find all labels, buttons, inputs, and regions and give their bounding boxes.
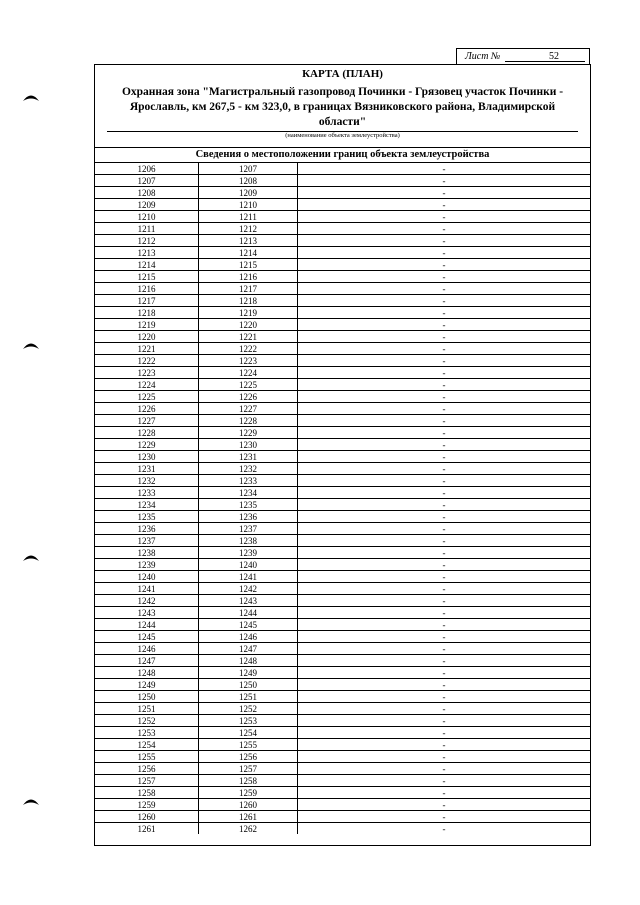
point-to-cell: 1260 [199, 799, 298, 811]
description-cell: - [298, 463, 591, 475]
point-from-cell: 1249 [95, 679, 199, 691]
point-to-cell: 1249 [199, 667, 298, 679]
point-from-cell: 1234 [95, 499, 199, 511]
point-to-cell: 1252 [199, 703, 298, 715]
point-to-cell: 1230 [199, 439, 298, 451]
description-cell: - [298, 211, 591, 223]
point-from-cell: 1218 [95, 307, 199, 319]
point-to-cell: 1251 [199, 691, 298, 703]
table-row [95, 691, 590, 703]
description-cell: - [298, 655, 591, 667]
point-from-cell: 1212 [95, 235, 199, 247]
table-row [95, 655, 590, 667]
point-to-cell: 1226 [199, 391, 298, 403]
point-to-cell: 1209 [199, 187, 298, 199]
point-from-cell: 1259 [95, 799, 199, 811]
point-to-cell: 1234 [199, 487, 298, 499]
table-row [95, 403, 590, 415]
point-from-cell: 1244 [95, 619, 199, 631]
table-row [95, 823, 590, 835]
description-cell: - [298, 175, 591, 187]
point-from-cell: 1246 [95, 643, 199, 655]
point-from-cell: 1209 [95, 199, 199, 211]
description-cell: - [298, 703, 591, 715]
point-from-cell: 1206 [95, 163, 199, 175]
point-from-cell: 1260 [95, 811, 199, 823]
point-from-cell: 1220 [95, 331, 199, 343]
description-cell: - [298, 619, 591, 631]
table-row [95, 487, 590, 499]
table-row [95, 451, 590, 463]
table-row [95, 319, 590, 331]
description-cell: - [298, 523, 591, 535]
table-row [95, 799, 590, 811]
description-cell: - [298, 319, 591, 331]
section-title: Сведения о местоположении границ объекта землеустройства [195, 149, 490, 160]
point-to-cell: 1245 [199, 619, 298, 631]
point-to-cell: 1222 [199, 343, 298, 355]
point-to-cell: 1244 [199, 607, 298, 619]
page-title: КАРТА (ПЛАН) [302, 68, 383, 80]
point-to-cell: 1233 [199, 475, 298, 487]
table-row [95, 595, 590, 607]
description-cell: - [298, 187, 591, 199]
description-cell: - [298, 379, 591, 391]
point-from-cell: 1232 [95, 475, 199, 487]
table-row [95, 715, 590, 727]
table-row [95, 199, 590, 211]
point-from-cell: 1258 [95, 787, 199, 799]
point-from-cell: 1254 [95, 739, 199, 751]
description-cell: - [298, 787, 591, 799]
point-to-cell: 1218 [199, 295, 298, 307]
description-cell: - [298, 427, 591, 439]
description-cell: - [298, 259, 591, 271]
point-to-cell: 1235 [199, 499, 298, 511]
description-cell: - [298, 247, 591, 259]
description-cell: - [298, 499, 591, 511]
point-to-cell: 1221 [199, 331, 298, 343]
description-cell: - [298, 391, 591, 403]
description-cell: - [298, 511, 591, 523]
point-from-cell: 1255 [95, 751, 199, 763]
table-row [95, 439, 590, 451]
point-to-cell: 1256 [199, 751, 298, 763]
point-from-cell: 1228 [95, 427, 199, 439]
point-from-cell: 1210 [95, 211, 199, 223]
point-from-cell: 1226 [95, 403, 199, 415]
description-cell: - [298, 547, 591, 559]
point-to-cell: 1210 [199, 199, 298, 211]
point-to-cell: 1216 [199, 271, 298, 283]
description-cell: - [298, 643, 591, 655]
point-to-cell: 1239 [199, 547, 298, 559]
description-cell: - [298, 583, 591, 595]
point-to-cell: 1223 [199, 355, 298, 367]
point-from-cell: 1250 [95, 691, 199, 703]
description-cell: - [298, 223, 591, 235]
table-row [95, 235, 590, 247]
point-to-cell: 1232 [199, 463, 298, 475]
point-to-cell: 1240 [199, 559, 298, 571]
point-to-cell: 1255 [199, 739, 298, 751]
point-from-cell: 1221 [95, 343, 199, 355]
point-to-cell: 1257 [199, 763, 298, 775]
table-row [95, 415, 590, 427]
description-cell: - [298, 775, 591, 787]
point-from-cell: 1242 [95, 595, 199, 607]
table-row [95, 427, 590, 439]
point-from-cell: 1252 [95, 715, 199, 727]
point-to-cell: 1237 [199, 523, 298, 535]
description-cell: - [298, 451, 591, 463]
punch-hole-icon [22, 340, 40, 350]
point-to-cell: 1248 [199, 655, 298, 667]
sheet-underline [505, 61, 585, 62]
point-from-cell: 1241 [95, 583, 199, 595]
point-to-cell: 1228 [199, 415, 298, 427]
description-cell: - [298, 487, 591, 499]
point-from-cell: 1247 [95, 655, 199, 667]
description-cell: - [298, 271, 591, 283]
point-to-cell: 1262 [199, 823, 298, 835]
point-to-cell: 1242 [199, 583, 298, 595]
point-from-cell: 1251 [95, 703, 199, 715]
table-row [95, 727, 590, 739]
table-row [95, 631, 590, 643]
point-to-cell: 1259 [199, 787, 298, 799]
point-to-cell: 1208 [199, 175, 298, 187]
description-cell: - [298, 715, 591, 727]
point-from-cell: 1214 [95, 259, 199, 271]
table-row [95, 811, 590, 823]
point-from-cell: 1222 [95, 355, 199, 367]
table-row [95, 739, 590, 751]
description-cell: - [298, 631, 591, 643]
description-cell: - [298, 199, 591, 211]
description-cell: - [298, 163, 591, 175]
table-row [95, 391, 590, 403]
table-row [95, 475, 590, 487]
table-row [95, 667, 590, 679]
description-cell: - [298, 367, 591, 379]
description-cell: - [298, 535, 591, 547]
table-row [95, 499, 590, 511]
description-cell: - [298, 559, 591, 571]
boundary-table [95, 162, 590, 834]
point-to-cell: 1258 [199, 775, 298, 787]
description-cell: - [298, 739, 591, 751]
description-cell: - [298, 283, 591, 295]
point-to-cell: 1254 [199, 727, 298, 739]
point-from-cell: 1217 [95, 295, 199, 307]
description-cell: - [298, 667, 591, 679]
point-to-cell: 1217 [199, 283, 298, 295]
description-cell: - [298, 679, 591, 691]
description-cell: - [298, 595, 591, 607]
point-from-cell: 1208 [95, 187, 199, 199]
description-cell: - [298, 823, 591, 835]
point-to-cell: 1247 [199, 643, 298, 655]
sheet-number-box [456, 48, 590, 64]
punch-hole-icon [22, 552, 40, 562]
table-row [95, 259, 590, 271]
sheet-label: Лист № [465, 51, 501, 62]
point-from-cell: 1213 [95, 247, 199, 259]
object-name: Охранная зона "Магистральный газопровод Починки - Грязовец участок Починки - Ярославль, км 267,5 - км 323,0, в границах Вязниковского района, Владимирской области" [121, 86, 564, 128]
table-row [95, 535, 590, 547]
point-to-cell: 1236 [199, 511, 298, 523]
point-from-cell: 1216 [95, 283, 199, 295]
point-from-cell: 1219 [95, 319, 199, 331]
description-cell: - [298, 235, 591, 247]
description-cell: - [298, 751, 591, 763]
table-row [95, 379, 590, 391]
description-cell: - [298, 475, 591, 487]
table-row [95, 331, 590, 343]
header-divider [95, 147, 590, 148]
point-to-cell: 1224 [199, 367, 298, 379]
point-from-cell: 1215 [95, 271, 199, 283]
table-row [95, 619, 590, 631]
point-from-cell: 1253 [95, 727, 199, 739]
table-row [95, 547, 590, 559]
point-from-cell: 1257 [95, 775, 199, 787]
point-to-cell: 1229 [199, 427, 298, 439]
description-cell: - [298, 343, 591, 355]
table-row [95, 703, 590, 715]
table-row [95, 643, 590, 655]
point-from-cell: 1223 [95, 367, 199, 379]
table-row [95, 247, 590, 259]
point-from-cell: 1239 [95, 559, 199, 571]
point-to-cell: 1225 [199, 379, 298, 391]
point-from-cell: 1236 [95, 523, 199, 535]
table-row [95, 571, 590, 583]
table-row [95, 523, 590, 535]
table-row [95, 223, 590, 235]
description-cell: - [298, 403, 591, 415]
point-from-cell: 1240 [95, 571, 199, 583]
table-row [95, 367, 590, 379]
sheet-number: 52 [549, 51, 559, 62]
point-to-cell: 1231 [199, 451, 298, 463]
point-to-cell: 1241 [199, 571, 298, 583]
description-cell: - [298, 415, 591, 427]
point-from-cell: 1235 [95, 511, 199, 523]
table-row [95, 175, 590, 187]
point-from-cell: 1256 [95, 763, 199, 775]
description-cell: - [298, 571, 591, 583]
point-to-cell: 1220 [199, 319, 298, 331]
point-to-cell: 1219 [199, 307, 298, 319]
point-from-cell: 1238 [95, 547, 199, 559]
point-to-cell: 1250 [199, 679, 298, 691]
description-cell: - [298, 691, 591, 703]
point-from-cell: 1237 [95, 535, 199, 547]
table-row [95, 559, 590, 571]
object-caption: (наименование объекта землеустройства) [285, 132, 400, 139]
point-from-cell: 1243 [95, 607, 199, 619]
table-row [95, 163, 590, 175]
table-row [95, 583, 590, 595]
table-row [95, 511, 590, 523]
table-row [95, 763, 590, 775]
point-to-cell: 1238 [199, 535, 298, 547]
table-row [95, 211, 590, 223]
table-row [95, 679, 590, 691]
point-to-cell: 1227 [199, 403, 298, 415]
description-cell: - [298, 727, 591, 739]
table-row [95, 271, 590, 283]
point-from-cell: 1224 [95, 379, 199, 391]
point-from-cell: 1207 [95, 175, 199, 187]
point-to-cell: 1253 [199, 715, 298, 727]
point-to-cell: 1243 [199, 595, 298, 607]
point-to-cell: 1214 [199, 247, 298, 259]
description-cell: - [298, 439, 591, 451]
description-cell: - [298, 811, 591, 823]
table-row [95, 463, 590, 475]
point-from-cell: 1245 [95, 631, 199, 643]
table-row [95, 283, 590, 295]
point-from-cell: 1230 [95, 451, 199, 463]
map-plan-frame [94, 64, 591, 846]
point-from-cell: 1233 [95, 487, 199, 499]
table-row [95, 307, 590, 319]
point-to-cell: 1213 [199, 235, 298, 247]
point-from-cell: 1229 [95, 439, 199, 451]
point-to-cell: 1211 [199, 211, 298, 223]
point-to-cell: 1215 [199, 259, 298, 271]
point-from-cell: 1211 [95, 223, 199, 235]
point-from-cell: 1248 [95, 667, 199, 679]
point-from-cell: 1261 [95, 823, 199, 835]
table-row [95, 187, 590, 199]
table-row [95, 775, 590, 787]
punch-hole-icon [22, 92, 40, 102]
description-cell: - [298, 799, 591, 811]
table-row [95, 295, 590, 307]
table-row [95, 355, 590, 367]
point-to-cell: 1246 [199, 631, 298, 643]
table-row [95, 343, 590, 355]
description-cell: - [298, 763, 591, 775]
description-cell: - [298, 607, 591, 619]
description-cell: - [298, 307, 591, 319]
table-row [95, 607, 590, 619]
point-from-cell: 1231 [95, 463, 199, 475]
description-cell: - [298, 355, 591, 367]
point-to-cell: 1212 [199, 223, 298, 235]
description-cell: - [298, 331, 591, 343]
table-row [95, 787, 590, 799]
description-cell: - [298, 295, 591, 307]
punch-hole-icon [22, 796, 40, 806]
point-to-cell: 1207 [199, 163, 298, 175]
table-row [95, 751, 590, 763]
point-from-cell: 1225 [95, 391, 199, 403]
point-from-cell: 1227 [95, 415, 199, 427]
point-to-cell: 1261 [199, 811, 298, 823]
